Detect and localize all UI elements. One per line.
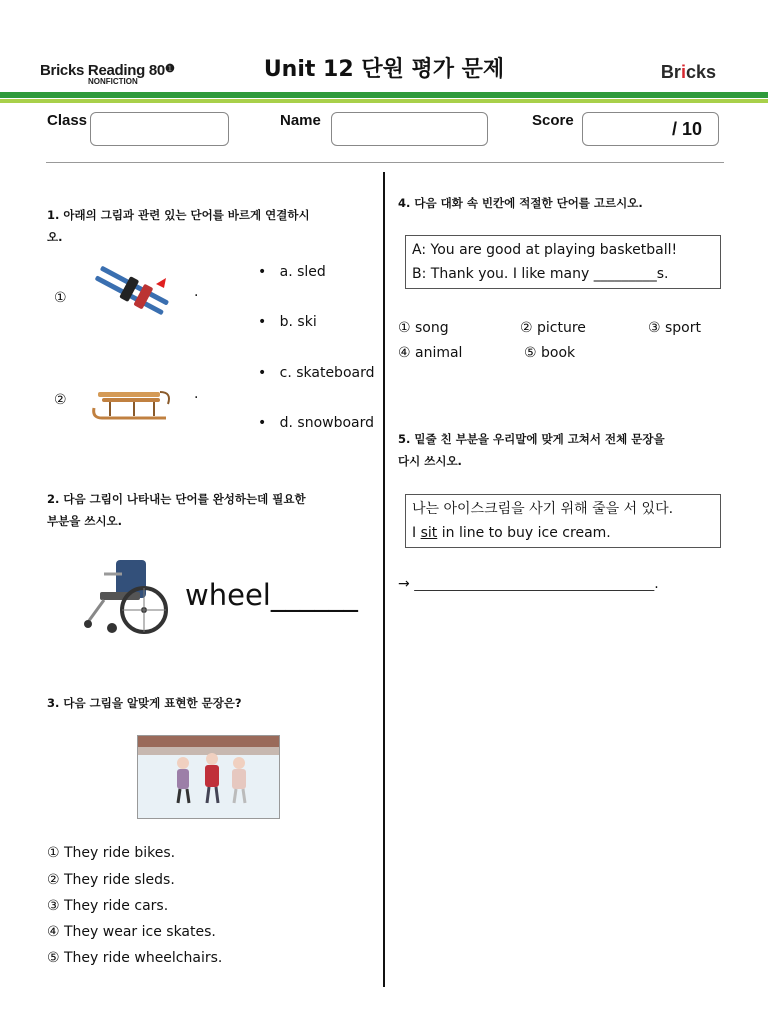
q2-prompt: 2. 다음 그림이 나타내는 단어를 완성하는데 필요한 부분을 쓰시오. bbox=[47, 492, 306, 528]
q4-blank[interactable]: _________ bbox=[593, 266, 657, 282]
q4-prompt: 4. 다음 대화 속 빈칸에 적절한 단어를 고르시오. bbox=[398, 196, 643, 210]
q4-option-3[interactable]: ③ sport bbox=[648, 320, 701, 336]
score-label: Score bbox=[532, 112, 574, 129]
q3-option-1[interactable]: ① They ride bikes. bbox=[47, 845, 176, 861]
name-label: Name bbox=[280, 112, 321, 129]
q3-prompt: 3. 다음 그림을 알맞게 표현한 문장은? bbox=[47, 696, 242, 710]
q4-option-2[interactable]: ② picture bbox=[520, 320, 586, 336]
q5-prompt: 5. 밑줄 친 부분을 우리말에 맞게 고쳐서 전체 문장을 다시 쓰시오. bbox=[398, 432, 665, 468]
q3-option-3[interactable]: ③ They ride cars. bbox=[47, 898, 169, 914]
q4-line-b: B: Thank you. I like many _________s. bbox=[412, 266, 669, 282]
q3-option-2[interactable]: ② They ride sleds. bbox=[47, 872, 175, 888]
column-divider bbox=[383, 172, 385, 987]
q3-option-5[interactable]: ⑤ They ride wheelchairs. bbox=[47, 950, 223, 966]
class-label: Class bbox=[47, 112, 88, 129]
q5-underlined-word: sit bbox=[420, 525, 438, 541]
header-light-green-bar bbox=[0, 99, 768, 103]
q1-prompt: 1. 아래의 그림과 관련 있는 단어를 바르게 연결하시 오. bbox=[47, 208, 310, 244]
q4-option-4[interactable]: ④ animal bbox=[398, 345, 463, 361]
header-green-bar bbox=[0, 92, 768, 98]
q5-sentence-box bbox=[405, 494, 721, 548]
wheelchair-image bbox=[74, 552, 174, 636]
name-field[interactable] bbox=[331, 112, 488, 146]
brand-logo-subtitle: NONFICTION bbox=[88, 77, 138, 86]
q4-line-a: A: You are good at playing basketball! bbox=[412, 242, 678, 258]
q5-korean-sentence: 나는 아이스크림을 사기 위해 줄을 서 있다. bbox=[412, 501, 674, 517]
q1-option-c[interactable]: • c. skateboard bbox=[258, 365, 375, 381]
score-field[interactable] bbox=[582, 112, 719, 146]
q1-option-b[interactable]: • b. ski bbox=[258, 314, 317, 330]
q5-english-sentence: I sit in line to buy ice cream. bbox=[412, 525, 611, 541]
header-divider bbox=[46, 162, 724, 163]
arrow-icon: → bbox=[398, 576, 410, 592]
q4-option-1[interactable]: ① song bbox=[398, 320, 449, 336]
score-value: / 10 bbox=[671, 119, 702, 139]
q5-answer-line[interactable]: → ________________________________________. bbox=[398, 576, 659, 592]
ice-skating-photo bbox=[137, 735, 280, 819]
class-field[interactable] bbox=[90, 112, 229, 146]
q4-dialogue-box bbox=[405, 235, 721, 289]
q4-option-5[interactable]: ⑤ book bbox=[524, 345, 576, 361]
brand-logo-bricks: Bricks bbox=[660, 62, 716, 82]
q1-option-a[interactable]: • a. sled bbox=[258, 264, 326, 280]
brand-logo-number: ❶ bbox=[164, 63, 175, 75]
q1-item1-number: ① bbox=[54, 290, 67, 306]
q1-item2-number: ② bbox=[54, 392, 67, 408]
page-title: Unit 12 단원 평가 문제 bbox=[263, 57, 505, 82]
q1-item2-dot[interactable]: · bbox=[194, 390, 199, 406]
q2-word-blank[interactable]: wheel______ bbox=[185, 578, 358, 612]
sled-image bbox=[88, 378, 174, 424]
q3-option-4[interactable]: ④ They wear ice skates. bbox=[47, 924, 216, 940]
ski-image bbox=[88, 266, 172, 322]
brand-logo-main-text: Bricks Reading 80 bbox=[40, 62, 165, 79]
q1-item1-dot[interactable]: · bbox=[194, 288, 199, 304]
q1-option-d[interactable]: • d. snowboard bbox=[258, 415, 375, 431]
